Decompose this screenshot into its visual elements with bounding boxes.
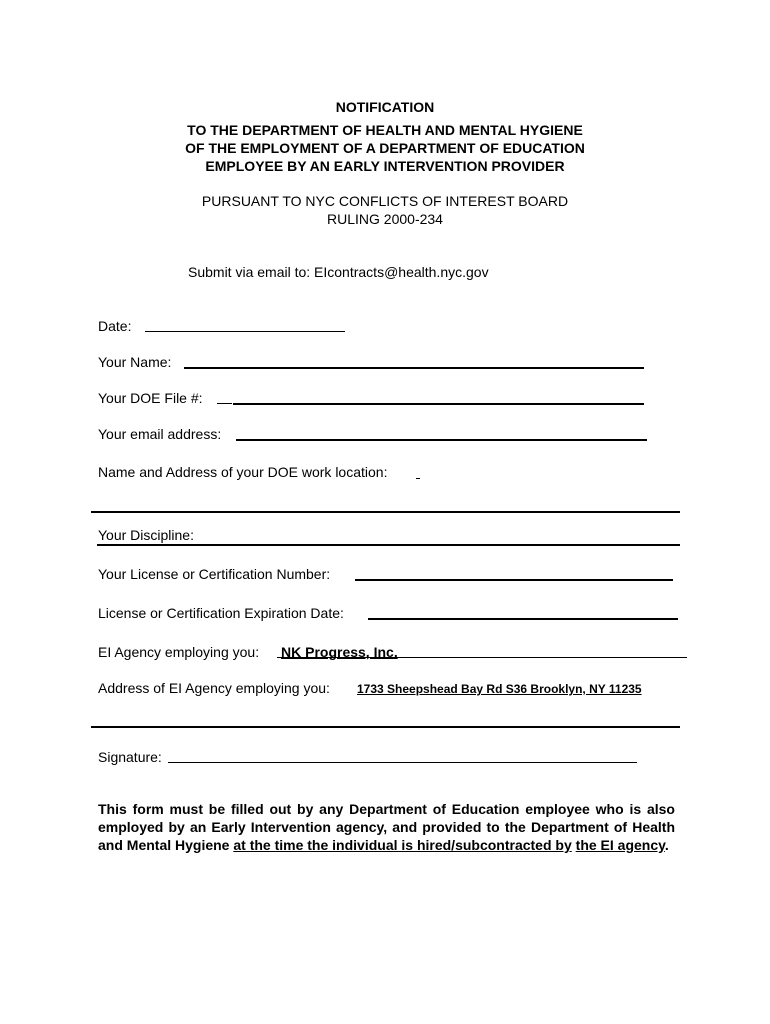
doe-file-field[interactable] — [233, 403, 644, 405]
date-label: Date: — [98, 318, 132, 334]
title-line-3: EMPLOYEE BY AN EARLY INTERVENTION PROVIDER — [205, 158, 565, 174]
name-label: Your Name: — [98, 354, 172, 370]
agency-label: EI Agency employing you: — [98, 644, 260, 660]
license-expiration-label: License or Certification Expiration Date: — [98, 605, 344, 621]
notice-paragraph — [98, 800, 675, 854]
license-number-field[interactable] — [355, 579, 673, 581]
email-field[interactable] — [236, 439, 647, 441]
license-expiration-field[interactable] — [368, 618, 678, 620]
agency-value[interactable]: NK Progress, Inc. — [281, 644, 398, 660]
notice-underlined-timing: at the time the individual is hired/subcontracted by — [233, 837, 572, 853]
ruling-line-2: RULING 2000-234 — [327, 211, 443, 227]
notice-underlined-agency: the EI agency — [575, 837, 665, 853]
document-title: NOTIFICATION — [335, 99, 435, 115]
ruling-line-1: PURSUANT TO NYC CONFLICTS OF INTEREST BOARD — [201, 193, 569, 209]
doe-file-field-prefix — [217, 403, 232, 404]
name-field[interactable] — [184, 367, 644, 369]
work-location-field[interactable] — [91, 511, 680, 513]
discipline-label: Your Discipline: — [98, 527, 194, 543]
notice-end: . — [664, 837, 669, 853]
email-label: Your email address: — [98, 426, 222, 442]
discipline-field[interactable] — [97, 544, 680, 546]
agency-address-value[interactable]: 1733 Sheepshead Bay Rd S36 Brooklyn, NY 11235 — [357, 682, 642, 696]
license-number-label: Your License or Certification Number: — [98, 566, 331, 582]
agency-address-label: Address of EI Agency employing you: — [98, 680, 330, 696]
work-location-label: Name and Address of your DOE work location: — [98, 464, 388, 480]
title-line-1: TO THE DEPARTMENT OF HEALTH AND MENTAL HYGIENE — [187, 122, 583, 138]
date-field[interactable] — [145, 331, 345, 332]
signature-field[interactable] — [168, 762, 637, 763]
work-location-field-prefix — [416, 478, 420, 479]
agency-address-field-line — [91, 726, 680, 728]
agency-field-line — [277, 657, 687, 658]
signature-label: Signature: — [98, 749, 162, 765]
doe-file-label: Your DOE File #: — [98, 390, 203, 406]
submit-email-instruction: Submit via email to: EIcontracts@health.nyc.gov — [188, 264, 489, 280]
notice-text: This form must be filled out by any Department of Education employee who is also employed by an Early Intervention agency, and provided to the Department of Health and Mental Hygiene — [98, 801, 675, 853]
title-line-2: OF THE EMPLOYMENT OF A DEPARTMENT OF EDUCATION — [185, 140, 585, 156]
